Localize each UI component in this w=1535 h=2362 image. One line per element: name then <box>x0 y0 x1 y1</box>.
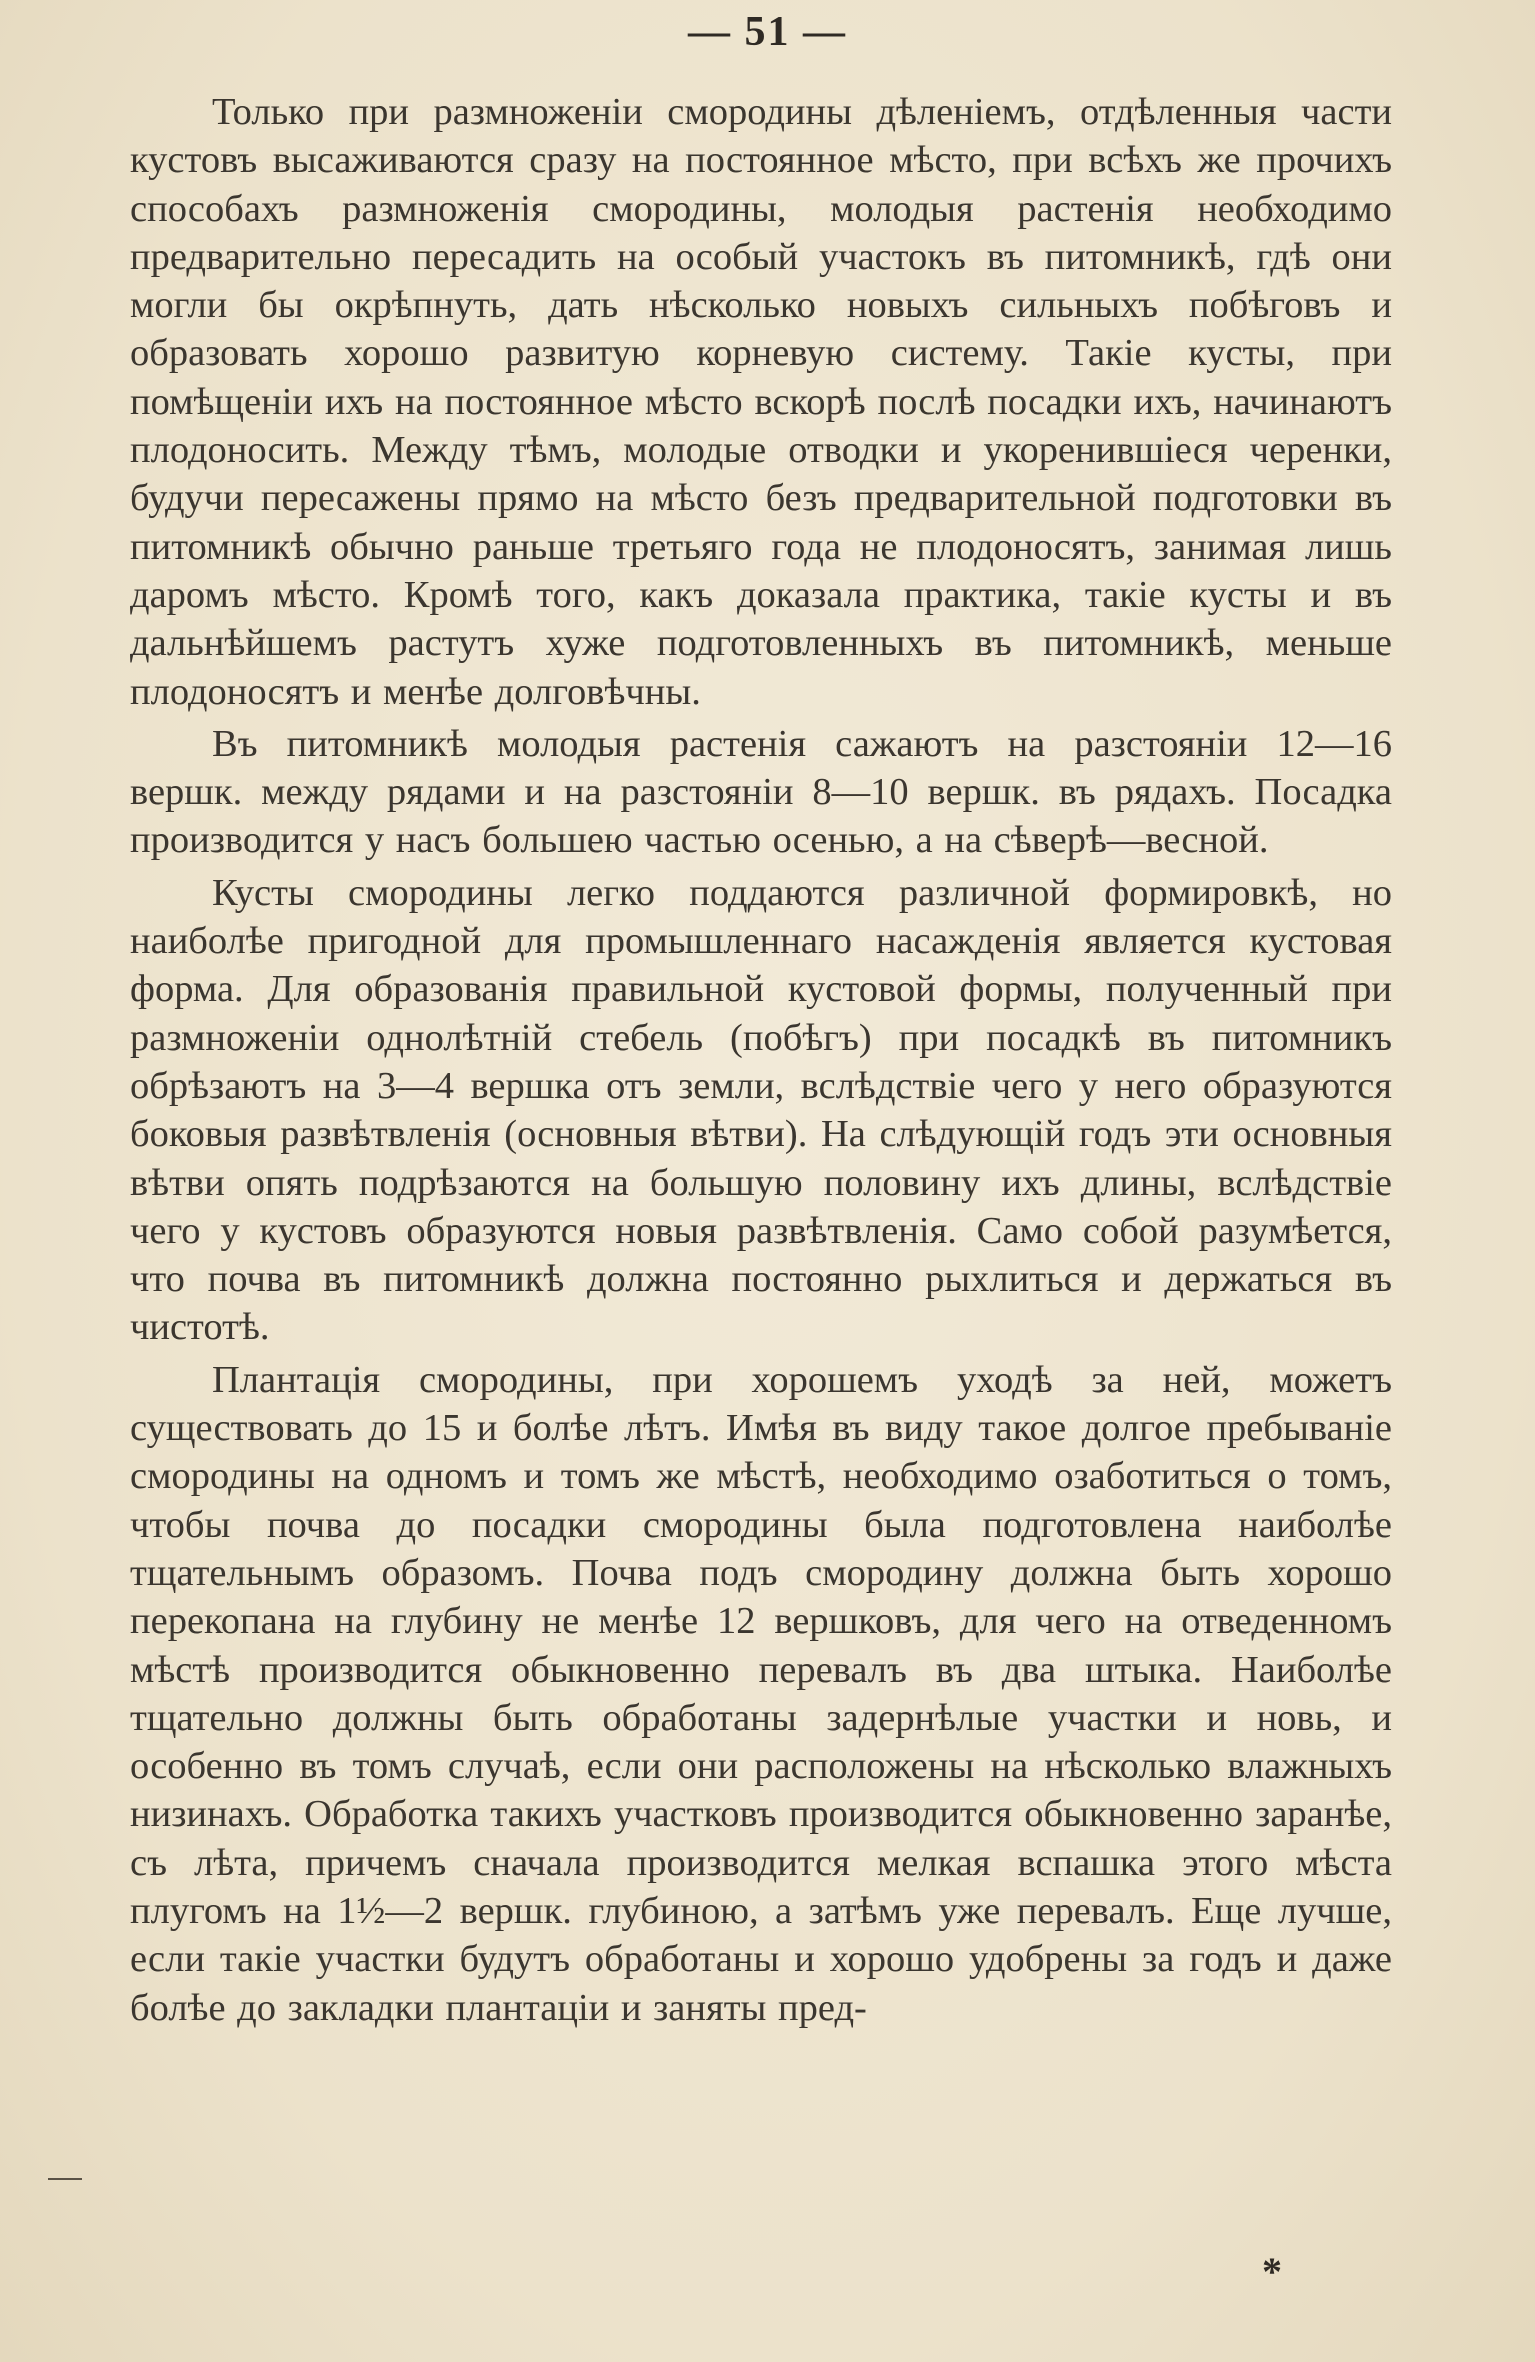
paragraph-nursery-planting: Въ питомникѣ молодыя растенія сажаютъ на разстояніи 12—16 вершк. между рядами и на разстояніи 8—10 вершк. въ рядахъ. Посадка производится у насъ большею частью осенью, а на сѣверѣ—весной. <box>130 722 1392 862</box>
paragraph-bush-formation: Кусты смородины легко поддаются различной формировкѣ, но наиболѣе пригодной для промышленнаго насажденія является кустовая форма. Для образованія правильной кустовой формы, полученный при размноженіи однолѣтній стебель (побѣгъ) при посадкѣ въ питомникъ обрѣзаютъ на 3—4 вершка отъ земли, вслѣдствіе чего у него образуются боковыя развѣтвленія (основныя вѣтви). На слѣдующій годъ эти основныя вѣтви опять подрѣзаются на большую половину ихъ длины, вслѣдствіе чего у кустовъ образуются новыя развѣтвленія. Само собой разумѣется, что почва въ питомникѣ должна постоянно рыхлиться и держаться въ чистотѣ. <box>130 871 1392 1349</box>
paragraph-propagation: Только при размноженіи смородины дѣленіемъ, отдѣленныя части кустовъ высаживаются сразу на постоянное мѣсто, при всѣхъ же прочихъ способахъ размноженія смородины, молодыя растенія необходимо предварительно пересадить на особый участокъ въ питомникѣ, гдѣ они могли бы окрѣпнуть, дать нѣсколько новыхъ сильныхъ побѣговъ и образовать хорошо развитую корневую систему. Такіе кусты, при помѣщеніи ихъ на постоянное мѣсто вскорѣ послѣ посадки ихъ, начинаютъ плодоносить. Между тѣмъ, молодые отводки и укоренившіеся черенки, будучи пересажены прямо на мѣсто безъ предварительной подготовки въ питомникѣ обычно раньше третьяго года не плодоносятъ, занимая лишь даромъ мѣсто. Кромѣ того, какъ доказала практика, такіе кусты и въ дальнѣйшемъ растутъ хуже подготовленныхъ въ питомникѣ, меньше плодоносятъ и менѣе долговѣчны. <box>130 91 1392 713</box>
signature-mark: * <box>1262 2249 1282 2294</box>
margin-mark <box>48 2178 82 2180</box>
page-body <box>130 88 1392 2036</box>
paragraph-plantation-soil: Плантація смородины, при хорошемъ уходѣ за ней, можетъ существовать до 15 и болѣе лѣтъ. Имѣя въ виду такое долгое пребываніе смородины на одномъ и томъ же мѣстѣ, необходимо озаботиться о томъ, чтобы почва до посадки смородины была подготовлена наиболѣе тщательнымъ образомъ. Почва подъ смородину должна быть хорошо перекопана на глубину не менѣе 12 вершковъ, для чего на отведенномъ мѣстѣ производится обыкновенно перевалъ въ два штыка. Наиболѣе тщательно должны быть обработаны задернѣлые участки и новь, и особенно въ томъ случаѣ, если они расположены на нѣсколько влажныхъ низинахъ. Обработка такихъ участковъ производится обыкновенно заранѣе, съ лѣта, причемъ сначала производится мелкая вспашка этого мѣста плугомъ на 1½—2 вершк. глубиною, а затѣмъ уже перевалъ. Еще лучше, если такіе участки будутъ обработаны и хорошо удобрены за годъ и даже болѣе до закладки плантаціи и заняты пред- <box>130 1358 1392 2029</box>
page-number: — 51 — <box>688 9 847 55</box>
